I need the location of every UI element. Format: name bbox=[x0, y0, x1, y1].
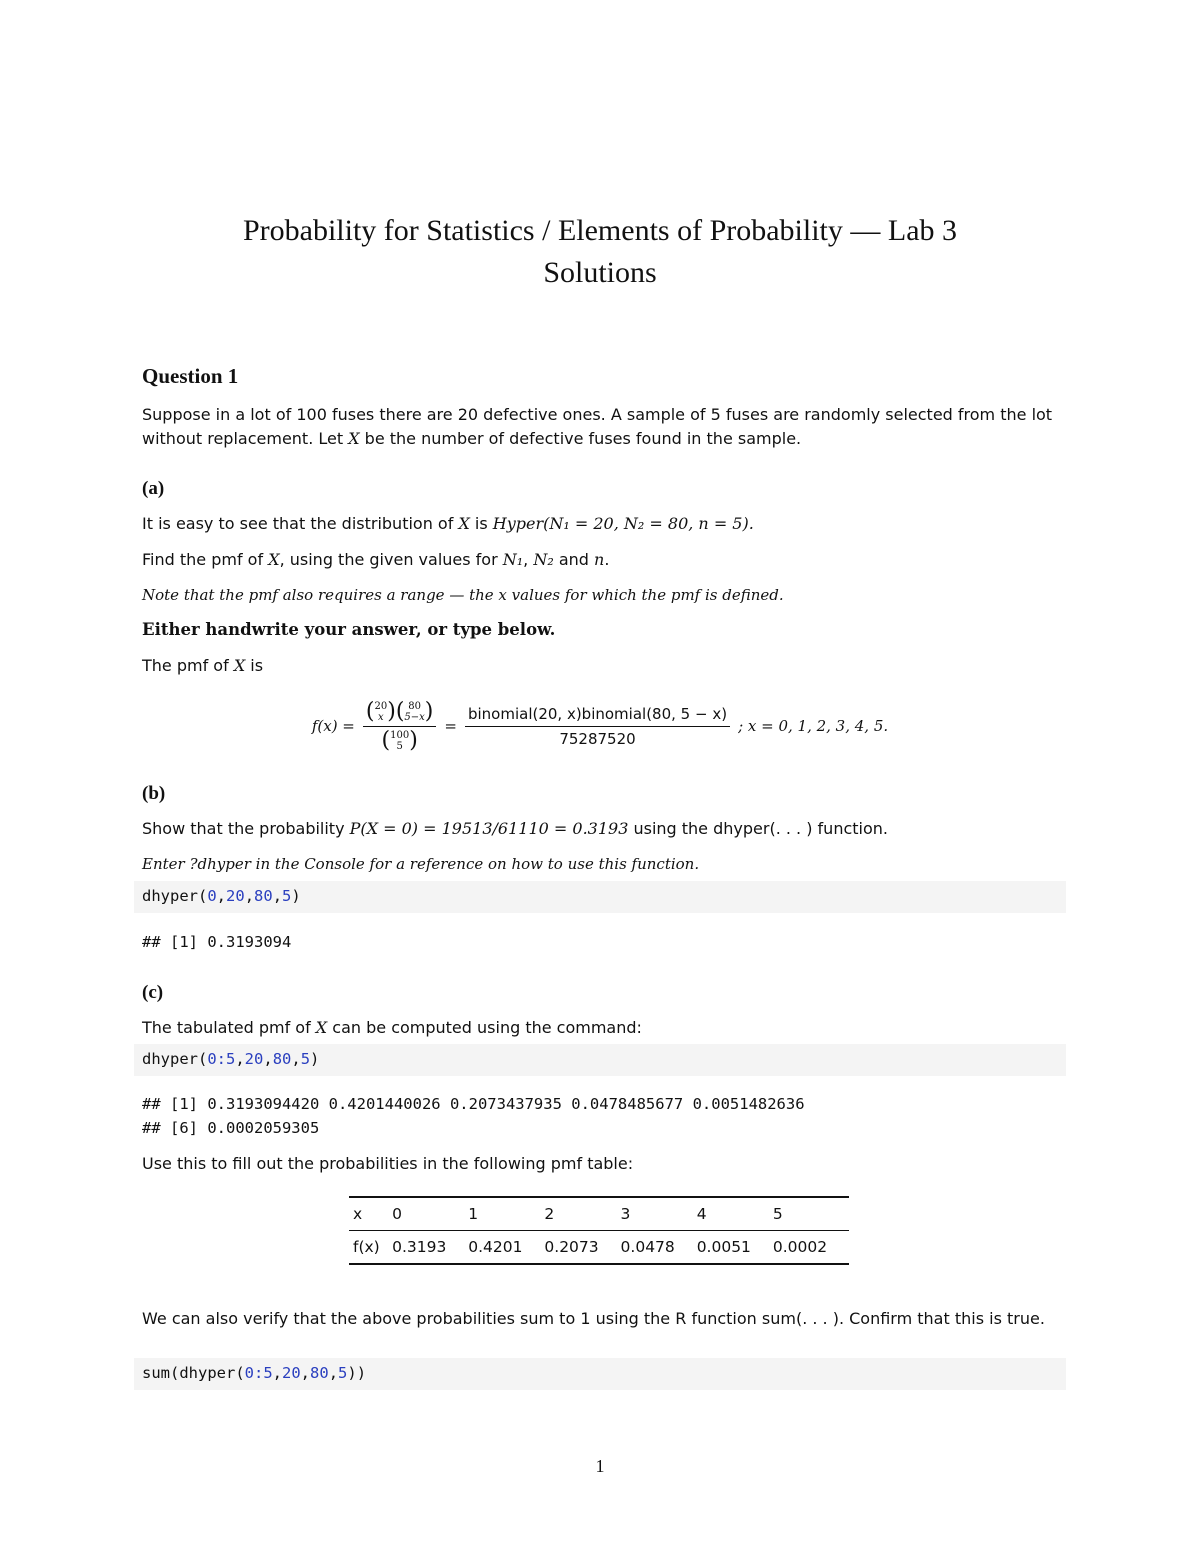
table-cell: 0.2073 bbox=[544, 1231, 620, 1265]
code-arg: 80 bbox=[310, 1364, 329, 1382]
table-cell: 2 bbox=[544, 1197, 620, 1231]
code-arg: 20 bbox=[244, 1050, 264, 1068]
formula-range: ; x = 0, 1, 2, 3, 4, 5. bbox=[738, 717, 889, 735]
code-arg: 80 bbox=[254, 887, 273, 905]
part-a-find-pmf bbox=[142, 550, 609, 569]
find-and: and bbox=[553, 550, 595, 569]
pmf-table-intro: Use this to fill out the probabilities in the following pmf table: bbox=[142, 1154, 634, 1173]
numeric-fraction bbox=[465, 705, 730, 748]
pmf-formula bbox=[0, 693, 1200, 759]
table-cell: 0.0478 bbox=[621, 1231, 697, 1265]
part-c-text bbox=[142, 1018, 642, 1037]
formula-equals: = bbox=[444, 717, 457, 735]
code-arg: 0:5 bbox=[244, 1364, 273, 1382]
table-cell: 3 bbox=[621, 1197, 697, 1231]
code-close: ) bbox=[310, 1050, 320, 1068]
part-b-note: Enter ?dhyper in the Console for a reference on how to use this function. bbox=[142, 855, 700, 873]
code-function: dhyper( bbox=[142, 887, 208, 905]
sum-code-block: sum(dhyper(0:5,20,80,5)) bbox=[134, 1358, 1066, 1390]
table-cell: 0 bbox=[392, 1197, 468, 1231]
part-c-text-a: The tabulated pmf of bbox=[142, 1018, 316, 1037]
verify-sum-text: We can also verify that the above probabilities sum to 1 using the R function sum(. . . ). Confirm that this is true. bbox=[142, 1309, 1045, 1328]
part-b-text-b: using the dhyper(. . . ) function. bbox=[628, 819, 888, 838]
table-cell: 0.3193 bbox=[392, 1231, 468, 1265]
code-function: sum(dhyper( bbox=[142, 1364, 245, 1382]
question-1-heading: Question 1 bbox=[142, 364, 239, 388]
pmf-is: is bbox=[245, 656, 264, 675]
table-cell: 4 bbox=[697, 1197, 773, 1231]
intro-variable: X bbox=[348, 429, 360, 448]
binomial-fraction bbox=[363, 698, 437, 753]
code-arg: 20 bbox=[282, 1364, 301, 1382]
binom1-top: 20 bbox=[374, 700, 388, 712]
find-n: n bbox=[594, 550, 605, 569]
part-a-note: Note that the pmf also requires a range — the x values for which the pmf is defined. bbox=[142, 586, 784, 604]
pmf-table bbox=[349, 1196, 849, 1265]
part-a-distribution bbox=[142, 514, 754, 533]
part-b-text-a: Show that the probability bbox=[142, 819, 350, 838]
part-c-output-line1: ## [1] 0.3193094420 0.4201440026 0.2073437935 0.0478485677 0.0051482636 bbox=[142, 1095, 805, 1113]
part-c-output-line2: ## [6] 0.0002059305 bbox=[142, 1119, 320, 1137]
pmf-prefix: The pmf of bbox=[142, 656, 234, 675]
binom-100-5: ( 100 5 ) bbox=[381, 727, 418, 753]
part-b-output: ## [1] 0.3193094 bbox=[142, 933, 292, 951]
code-function: dhyper( bbox=[142, 1050, 208, 1068]
code-arg: 0:5 bbox=[207, 1050, 236, 1068]
part-c-heading: (c) bbox=[142, 982, 164, 1003]
find-n1: N₁ bbox=[502, 550, 524, 569]
part-b-probability: P(X = 0) = 19513/61110 = 0.3193 bbox=[349, 819, 629, 838]
find-prefix: Find the pmf of bbox=[142, 550, 269, 569]
numeric-numerator: binomial(20, x)binomial(80, 5 − x) bbox=[465, 705, 730, 727]
table-cell: f(x) bbox=[349, 1231, 392, 1265]
dist-variable: X bbox=[458, 514, 470, 533]
part-b-text bbox=[142, 819, 888, 838]
part-c-text-b: can be computed using the command: bbox=[327, 1018, 642, 1037]
code-close: ) bbox=[291, 887, 301, 905]
part-a-instruction: Either handwrite your answer, or type below. bbox=[142, 620, 556, 639]
code-close: )) bbox=[347, 1364, 367, 1382]
document-title-line1: Probability for Statistics / Elements of Probability — Lab 3 bbox=[242, 214, 958, 247]
document-title-line2: Solutions bbox=[543, 256, 657, 289]
dist-is: is bbox=[469, 514, 493, 533]
part-c-variable: X bbox=[315, 1018, 328, 1037]
question-1-intro bbox=[142, 403, 1062, 451]
binom3-top: 100 bbox=[390, 729, 410, 741]
intro-text-a: Suppose in a lot of 100 fuses there are 20 defective ones. A sample of 5 fuses are randomly selected from the lot without replacement. Let bbox=[142, 405, 1053, 448]
part-c-code-block: dhyper(0:5,20,80,5) bbox=[134, 1044, 1066, 1076]
code-arg: 0 bbox=[207, 887, 217, 905]
pmf-table-value-row bbox=[349, 1231, 849, 1265]
binom2-top: 80 bbox=[408, 700, 421, 712]
intro-text-b: be the number of defective fuses found in the sample. bbox=[359, 429, 802, 448]
numeric-denominator: 75287520 bbox=[559, 729, 636, 748]
table-cell: x bbox=[349, 1197, 392, 1231]
part-b-heading: (b) bbox=[142, 783, 166, 804]
page-number: 1 bbox=[595, 1456, 605, 1476]
find-n2: N₂ bbox=[533, 550, 554, 569]
dist-prefix: It is easy to see that the distribution of bbox=[142, 514, 459, 533]
code-arg: 80 bbox=[272, 1050, 292, 1068]
part-a-pmf-intro bbox=[142, 656, 263, 675]
binomial-numerator bbox=[363, 698, 437, 727]
code-arg: 5 bbox=[282, 887, 292, 905]
code-arg: 5 bbox=[300, 1050, 311, 1068]
table-cell: 0.0051 bbox=[697, 1231, 773, 1265]
table-cell: 0.0002 bbox=[773, 1231, 849, 1265]
binom-80-5-x: ( 80 5−x ) bbox=[395, 698, 434, 724]
table-cell: 5 bbox=[773, 1197, 849, 1231]
binom1-bottom: x bbox=[378, 711, 384, 723]
find-end: . bbox=[604, 550, 610, 569]
formula-lhs: f(x) = bbox=[311, 717, 355, 735]
binom3-bottom: 5 bbox=[396, 740, 403, 752]
dist-expression: Hyper(N₁ = 20, N₂ = 80, n = 5). bbox=[492, 514, 754, 533]
code-arg: 5 bbox=[338, 1364, 348, 1382]
part-a-heading: (a) bbox=[142, 478, 165, 499]
pmf-table-header-row bbox=[349, 1197, 849, 1231]
pmf-variable: X bbox=[233, 656, 246, 675]
binom-20-x: ( 20 x ) bbox=[365, 698, 396, 724]
code-arg: 20 bbox=[226, 887, 245, 905]
part-b-code-block: dhyper(0,20,80,5) bbox=[134, 881, 1066, 913]
find-comma: , bbox=[523, 550, 534, 569]
binom2-bottom: 5−x bbox=[404, 711, 425, 723]
find-mid: , using the given values for bbox=[279, 550, 503, 569]
table-cell: 1 bbox=[468, 1197, 544, 1231]
find-variable: X bbox=[268, 550, 280, 569]
table-cell: 0.4201 bbox=[468, 1231, 544, 1265]
binomial-denominator bbox=[382, 727, 418, 752]
